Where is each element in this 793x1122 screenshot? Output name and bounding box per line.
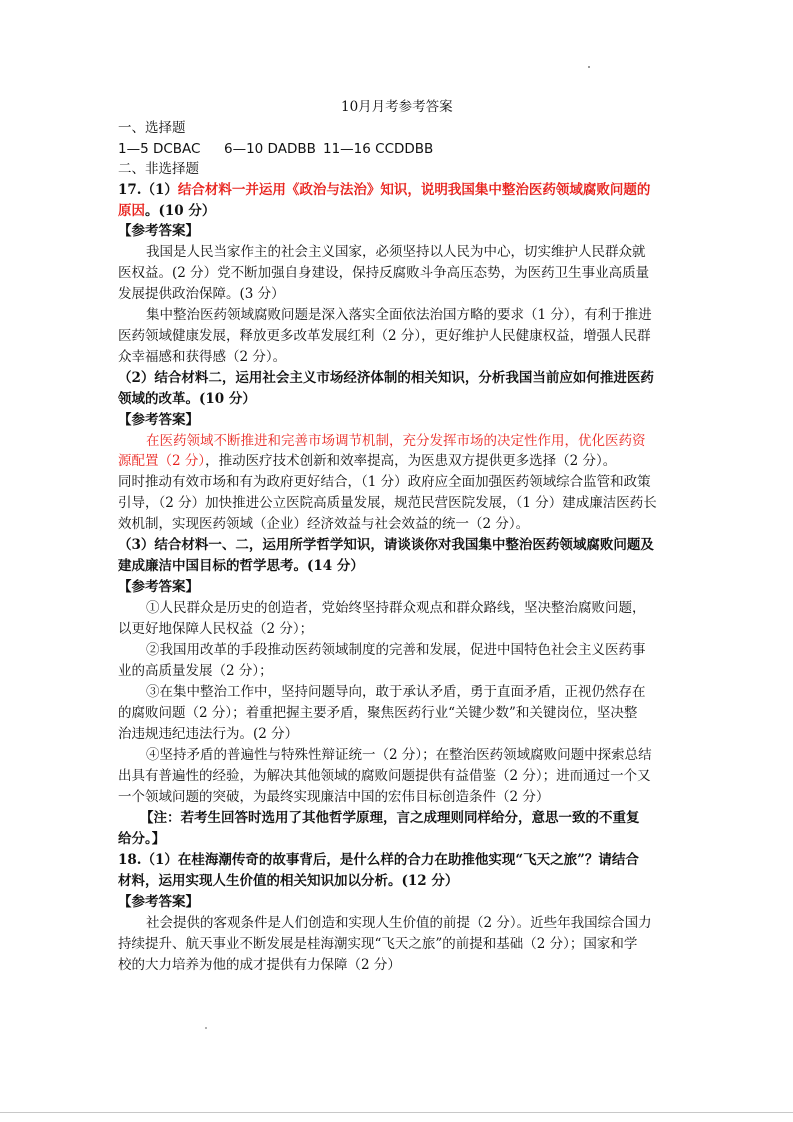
q17-2-answer-text: 同时推动有效市场和有为政府更好结合，（1 分）政府应全面加强医药领域综合监管和政策 — [118, 474, 651, 490]
q17-1-answer-text: 医药领域健康发展，释放更多改革发展红利（2 分），更好维护人民健康权益，增强人民群 — [118, 328, 651, 344]
section-heading-choice: 一、选择题 — [118, 120, 186, 136]
q18-1-answer-text: 社会提供的客观条件是人们创造和实现人生价值的前提（2 分）。近些年我国综合国力 — [146, 915, 652, 931]
q17-2-answer-text: 引导，（2 分）加快推进公立医院高质量发展，规范民营医院发展，（1 分）建成廉洁医药长 — [118, 495, 657, 511]
q17-1-answer-text: 众幸福感和获得感（2 分）。 — [118, 349, 287, 365]
q17-3-question: 建成廉洁中国目标的哲学思考。(14 分） — [118, 558, 364, 574]
q17-1-score: 。(10 分） — [145, 203, 216, 219]
scan-speck — [588, 66, 590, 68]
q17-3-answer-point-3: ③在集中整治工作中，坚持问题导向，敢于承认矛盾，勇于直面矛盾，正视仍然存在 — [146, 684, 646, 700]
page-title: 10月月考参考答案 — [341, 99, 453, 115]
q18-1-answer-text: 持续提升、航天事业不断发展是桂海潮实现“飞天之旅”的前提和基础（2 分）；国家和学 — [118, 936, 638, 952]
q17-2-answer-red-end: 源配置（2 分） — [118, 453, 206, 469]
q17-2-answer-text: 效机制，实现医药领域（企业）经济效益与社会效益的统一（2 分）。 — [118, 516, 530, 532]
answer-label: 【参考答案】 — [118, 579, 199, 595]
q17-3-answer-point-2: 业的高质量发展（2 分）； — [118, 663, 273, 679]
q17-3-answer-point-2: ②我国用改革的手段推动医药领域制度的完善和发展，促进中国特色社会主义医药事 — [146, 642, 646, 658]
q17-3-answer-point-1: ①人民群众是历史的创造者，党始终坚持群众观点和群众路线，坚决整治腐败问题， — [146, 600, 646, 616]
q17-3-answer-point-3: 的腐败问题（2 分）；着重把握主要矛盾，聚焦医药行业“关键少数”和关键岗位，坚决整 — [118, 705, 638, 721]
q17-2-answer-line2 — [118, 451, 616, 471]
q17-3-question: （3）结合材料一、二，运用所学哲学知识，请谈谈你对我国集中整治医药领域腐败问题及 — [118, 537, 654, 553]
answer-label: 【参考答案】 — [118, 894, 199, 910]
grading-note: 【注：若考生回答时选用了其他哲学原理，言之成理则同样给分，意思一致的不重复 — [140, 810, 640, 826]
q17-2-question: （2）结合材料二，运用社会主义市场经济体制的相关知识，分析我国当前应如何推进医药 — [118, 370, 654, 386]
q18-1-question: 18.（1）在桂海潮传奇的故事背后，是什么样的合力在助推他实现“飞天之旅”？请结合 — [118, 852, 639, 868]
q17-1-question-line1 — [118, 180, 650, 200]
choice-answers-1-5: 1—5 DCBAC — [118, 141, 201, 157]
q17-3-answer-point-1: 以更好地保障人民权益（2 分）； — [118, 621, 314, 637]
q17-3-answer-point-4: 出具有普遍性的经验，为解决其他领域的腐败问题提供有益借鉴（2 分）；进而通过一个又 — [118, 768, 651, 784]
q17-3-answer-point-3: 治违规违纪违法行为。(2 分） — [118, 726, 299, 742]
q17-2-answer-text: ，推动医疗技术创新和效率提高，为医患双方提供更多选择（2 分）。 — [205, 453, 617, 469]
choice-answers-6-10: 6—10 DADBB — [224, 141, 316, 157]
grading-note: 给分。】 — [118, 831, 166, 847]
section-heading-nonchoice: 二、非选择题 — [118, 161, 199, 177]
q18-1-answer-text: 校的大力培养为他的成才提供有力保障（2 分） — [118, 957, 401, 973]
page-bottom-edge — [0, 1112, 793, 1113]
answer-label: 【参考答案】 — [118, 412, 199, 428]
q17-2-answer-red: 在医药领域不断推进和完善市场调节机制，充分发挥市场的决定性作用，优化医药资 — [146, 433, 646, 449]
q17-number: 17.（1） — [118, 182, 178, 198]
q17-1-answer-text: 集中整治医药领域腐败问题是深入落实全面依法治国方略的要求（1 分），有利于推进 — [146, 307, 652, 323]
answer-label: 【参考答案】 — [118, 223, 199, 239]
q17-1-answer-text: 我国是人民当家作主的社会主义国家，必须坚持以人民为中心，切实维护人民群众就 — [146, 244, 646, 260]
q17-1-question-line2 — [118, 201, 215, 221]
choice-answers-11-16: 11—16 CCDDBB — [323, 141, 434, 157]
q17-3-answer-point-4: 一个领域问题的突破，为最终实现廉洁中国的宏伟目标创造条件（2 分） — [118, 789, 550, 805]
q17-1-question-red: 结合材料一并运用《政治与法治》知识，说明我国集中整治医药领域腐败问题的 — [177, 182, 651, 198]
q17-3-answer-point-4: ④坚持矛盾的普遍性与特殊性辩证统一（2 分）；在整治医药领域腐败问题中探索总结 — [146, 747, 652, 763]
q17-1-answer-text: 发展提供政治保障。(3 分） — [118, 286, 285, 302]
scan-speck — [205, 1027, 207, 1029]
q17-2-question: 领域的改革。(10 分） — [118, 391, 256, 407]
q17-1-answer-text: 医权益。(2 分）党不断加强自身建设，保持反腐败斗争高压态势，为医药卫生事业高质量 — [118, 265, 650, 281]
q17-1-question-red-end: 原因 — [118, 203, 145, 219]
q18-1-question: 材料，运用实现人生价值的相关知识加以分析。(12 分） — [118, 873, 459, 889]
